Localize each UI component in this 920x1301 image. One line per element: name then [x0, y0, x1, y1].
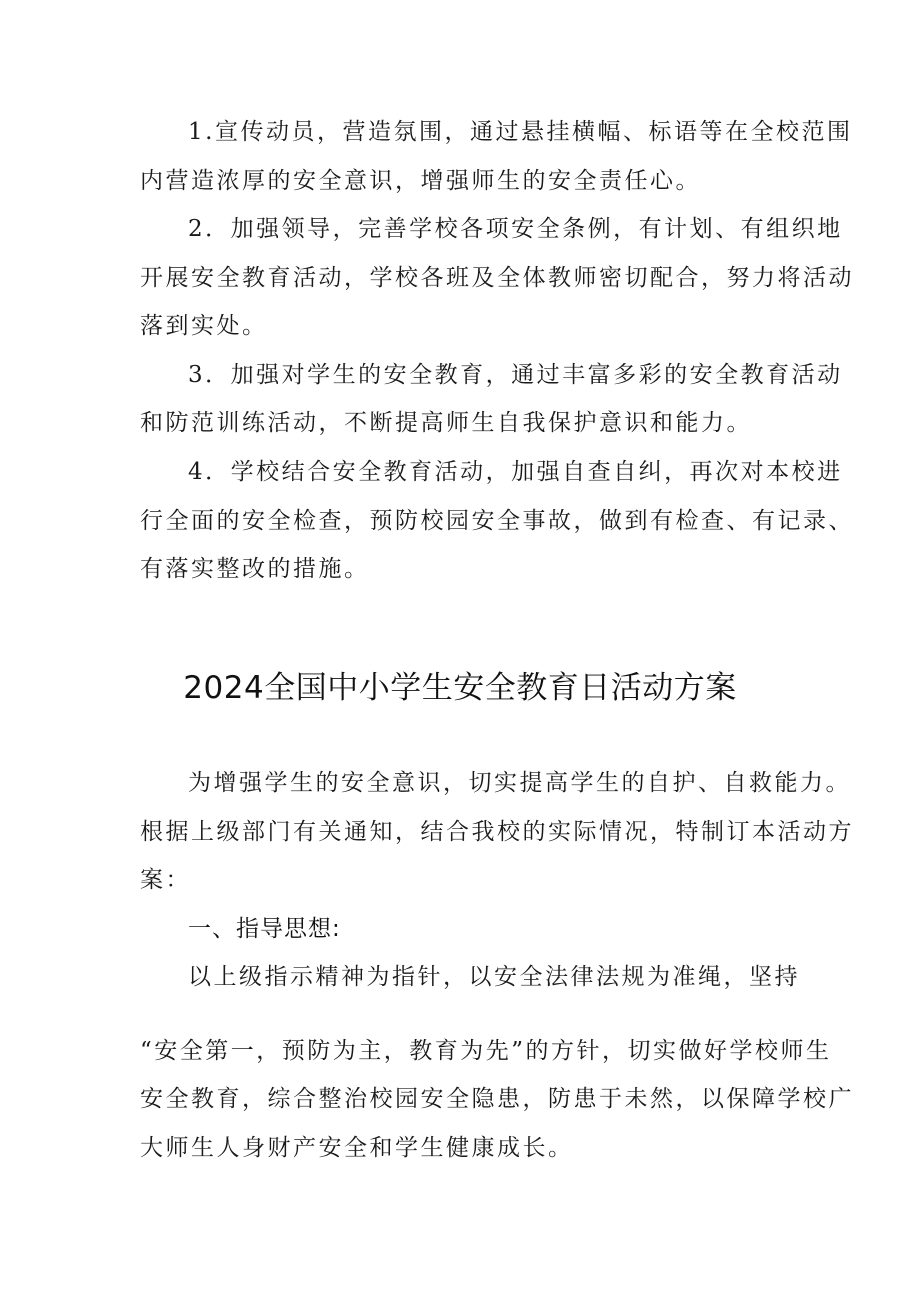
document-title: 2024全国中小学生安全教育日活动方案: [183, 670, 737, 706]
section1-line-2: “安全第一，预防为主，教育为先”的方针，切实做好学校师生: [140, 1038, 832, 1064]
section-heading-guiding-ideology: 一、指导思想:: [188, 916, 341, 942]
section1-line-3: 安全教育，综合整治校园安全隐患，防患于未然，以保障学校广: [140, 1086, 854, 1112]
item-1-line-2: 内营造浓厚的安全意识，增强师生的安全责任心。: [140, 168, 701, 194]
item-4-line-1: 4．学校结合安全教育活动，加强自查自纠，再次对本校进: [188, 459, 843, 485]
intro-line-3: 案：: [140, 867, 191, 893]
item-3-line-1: 3．加强对学生的安全教育，通过丰富多彩的安全教育活动: [188, 362, 843, 388]
item-2-line-1: 2．加强领导，完善学校各项安全条例，有计划、有组织地: [188, 216, 843, 242]
section1-line-4: 大师生人身财产安全和学生健康成长。: [140, 1135, 574, 1161]
intro-line-1: 为增强学生的安全意识，切实提高学生的自护、自救能力。: [188, 770, 851, 796]
intro-line-2: 根据上级部门有关通知，结合我校的实际情况，特制订本活动方: [140, 819, 854, 845]
item-2-line-3: 落到实处。: [140, 313, 268, 339]
item-2-line-2: 开展安全教育活动，学校各班及全体教师密切配合，努力将活动: [140, 265, 854, 291]
section1-line-1: 以上级指示精神为指针，以安全法律法规为准绳，坚持: [188, 964, 800, 990]
item-4-line-3: 有落实整改的措施。: [140, 556, 370, 582]
item-4-line-2: 行全面的安全检查，预防校园安全事故，做到有检查、有记录、: [140, 508, 854, 534]
item-3-line-2: 和防范训练活动，不断提高师生自我保护意识和能力。: [140, 410, 752, 436]
item-1-line-1: 1.宣传动员，营造氛围，通过悬挂横幅、标语等在全校范围: [188, 119, 853, 145]
